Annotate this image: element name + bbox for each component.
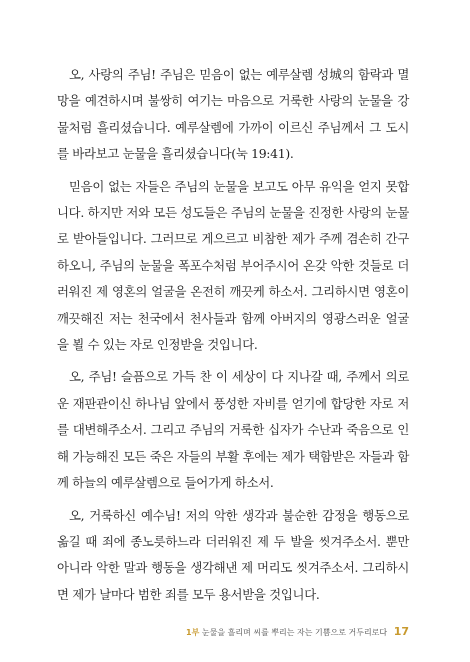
body-text — [57, 62, 409, 614]
paragraph-4: 오, 거룩하신 예수님! 저의 악한 생각과 불순한 감정을 행동으로 옮길 때 죄에 종노릇하느라 더러워진 제 두 발을 씻겨주소서. 뿐만 아니라 악한 말과 행동을 생각해낸 제 머리도 씻겨주소서. 그리하시면 제가 날마다 범한 죄를 모두 용서받을 것입니다. — [57, 507, 409, 602]
paragraph-3: 오, 주님! 슬픔으로 가득 찬 이 세상이 다 지나갈 때, 주께서 의로운 재판관이신 하나님 앞에서 풍성한 자비를 얻기에 합당한 자로 저를 대변해주소서. 그리고 주님의 거룩한 십자가 수난과 죽음으로 인해 가능해진 모든 죽은 자들의 부활 후에는 제가 택함받은 자들과 함께 하늘의 예루살렘으로 들어가게 하소서. — [57, 369, 409, 491]
section-title: 눈물을 흘리며 씨를 뿌리는 자는 기쁨으로 거두리로다 — [201, 628, 388, 637]
running-footer — [57, 625, 409, 638]
paragraph-2: 믿음이 없는 자들은 주님의 눈물을 보고도 아무 유익을 얻지 못합니다. 하지만 저와 모든 성도들은 주님의 눈물을 진정한 사랑의 눈물로 받아들입니다. 그러므로 게으르고 비참한 제가 주께 겸손히 간구하오니, 주님의 눈물을 폭포수처럼 부어주시어 온갖 악한 것들로 더러워진 제 영혼의 얼굴을 온전히 깨끗케 하소서. 그리하시면 영혼이 깨끗해진 저는 천국에서 천사들과 함께 아버지의 영광스러운 얼굴을 뵐 수 있는 자로 인정받을 것입니다. — [57, 178, 409, 353]
paragraph-1: 오, 사랑의 주님! 주님은 믿음이 없는 예루살렘 성城의 함락과 멸망을 예견하시며 불쌍히 여기는 마음으로 거룩한 사랑의 눈물을 강물처럼 흘리셨습니다. 예루살렘에 가까이 이르신 주님께서 그 도시를 바라보고 눈물을 흘리셨습니다(눅 19:41). — [57, 67, 409, 162]
chapter-label: 1부 — [186, 628, 200, 637]
page-number: 17 — [393, 625, 409, 638]
